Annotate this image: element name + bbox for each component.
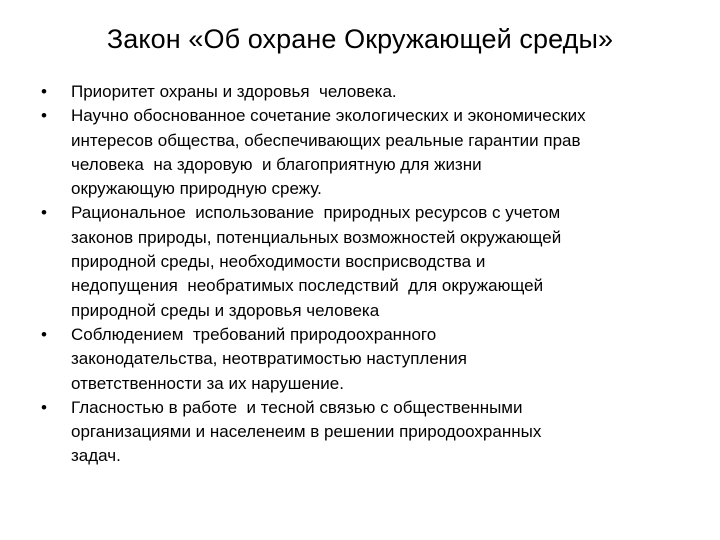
bullet-text-line: природной среды и здоровья человека — [71, 300, 380, 320]
bullet-text-line: Гласностью в работе и тесной связью с общественными — [71, 397, 523, 417]
bullet-list — [40, 80, 710, 469]
bullet-text-line: Соблюдением требований природоохранного — [71, 324, 437, 344]
bullet-text-line: окружающую природную срежу. — [71, 179, 322, 199]
bullet-marker: • — [41, 82, 47, 101]
bullet-text-line: законов природы, потенциальных возможностей окружающей — [71, 227, 562, 247]
bullet-item — [40, 396, 710, 469]
bullet-marker: • — [41, 324, 47, 344]
slide-title: Закон «Об охране Окружающей среды» — [106, 24, 614, 54]
bullet-text-line: человека на здоровую и благоприятную для жизни — [71, 154, 482, 174]
bullet-marker: • — [41, 106, 47, 126]
bullet-text-line: ответственности за их нарушение. — [71, 373, 344, 393]
bullet-text-line: Рациональное использование природных ресурсов с учетом — [71, 203, 561, 223]
bullet-item — [40, 323, 710, 396]
bullet-item — [40, 201, 710, 322]
bullet-text-line: недопущения необратимых последствий для окружающей — [71, 276, 544, 296]
bullet-item — [40, 104, 710, 201]
bullet-text-line: природной среды, необходимости восприсводства и — [71, 252, 486, 272]
bullet-item — [40, 80, 710, 104]
bullet-text-line: интересов общества, обеспечивающих реальные гарантии прав — [71, 130, 581, 150]
bullet-text-line: организациями и населенеим в решении природоохранных — [71, 422, 542, 442]
bullet-text-line: законодательства, неотвратимостью наступления — [71, 349, 467, 369]
bullet-text-line: задач. — [71, 446, 121, 466]
bullet-marker: • — [41, 203, 47, 223]
bullet-text-line: Научно обоснованное сочетание экологических и экономических — [71, 106, 586, 126]
bullet-marker: • — [41, 397, 47, 417]
bullet-text-line: Приоритет охраны и здоровья человека. — [71, 82, 397, 101]
